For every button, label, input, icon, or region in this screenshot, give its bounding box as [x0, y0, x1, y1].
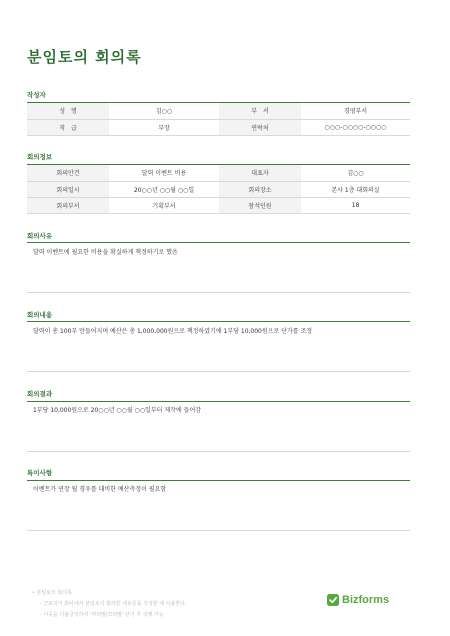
table-row	[27, 197, 410, 213]
page-title: 분임토의 회의록	[27, 48, 142, 66]
brand-logo	[327, 594, 389, 606]
cell-label: 연락처	[219, 119, 301, 135]
notes-text: 이벤트가 연장 될 경우를 대비한 예산측정이 필요함	[33, 486, 167, 493]
footer-line: - 근로자가 회사에서 분임토의 회의한 내용들을 작성할 때 사용한다.	[40, 601, 187, 607]
brand-mark-icon	[327, 594, 339, 606]
cell-label: 회의장소	[219, 181, 301, 197]
reason-text: 달력 이벤트에 필요한 비용을 확실하게 책정하기로 했음	[33, 249, 178, 256]
footer-line: • 분임토의 회의록	[32, 590, 72, 596]
cell-value: 경영부서	[301, 103, 410, 119]
cell-value: 부장	[109, 119, 219, 135]
cell-value: 달력 이벤트 비용	[109, 165, 219, 181]
cell-label: 성 명	[27, 103, 109, 119]
meeting-info-table	[27, 165, 410, 214]
content-text: 달력이 총 100부 만들어지며 예산은 총 1,000,000원으로 책정하였기에 1부당 10,000원으로 단가를 조정	[33, 328, 313, 335]
author-table	[27, 103, 410, 136]
section-label-content: 회의내용	[27, 311, 53, 319]
cell-label: 부 서	[219, 103, 301, 119]
table-row	[27, 103, 410, 119]
cell-value: 본사 1층 대회의실	[301, 181, 410, 197]
section-label-reason: 회의사유	[27, 232, 53, 240]
cell-value: 김○○	[301, 165, 410, 181]
table-row	[27, 165, 410, 181]
cell-value: ○○○-○○○○-○○○○	[301, 119, 410, 135]
cell-value: 김○○	[109, 103, 219, 119]
cell-label: 회의일시	[27, 181, 109, 197]
reason-box	[27, 243, 410, 293]
cell-value: 20○○년 ○○월 ○○일	[109, 181, 219, 197]
brand-name: Bizforms	[342, 594, 390, 606]
cell-label: 회의부서	[27, 197, 109, 213]
content-box	[27, 322, 410, 372]
cell-value: 기획부서	[109, 197, 219, 213]
result-box	[27, 402, 410, 452]
section-label-meeting-info: 회의정보	[27, 153, 53, 161]
cell-label: 직 급	[27, 119, 109, 135]
section-label-author: 작성자	[27, 91, 46, 99]
section-label-notes: 특이사항	[27, 469, 53, 477]
notes-box	[27, 481, 410, 531]
table-row	[27, 119, 410, 135]
table-row	[27, 181, 410, 197]
footer-line: - 이곳을 더블클릭하여 '머리말/꼬리말' 닫기 후 삭제 가능	[40, 612, 164, 618]
result-text: 1부당 10,000원으로 20○○년 ○○월 ○○일부터 제작에 들어감	[33, 407, 202, 414]
section-label-result: 회의결과	[27, 390, 53, 398]
cell-value: 18	[301, 197, 410, 213]
cell-label: 회의안건	[27, 165, 109, 181]
cell-label: 대표자	[219, 165, 301, 181]
cell-label: 참석인원	[219, 197, 301, 213]
